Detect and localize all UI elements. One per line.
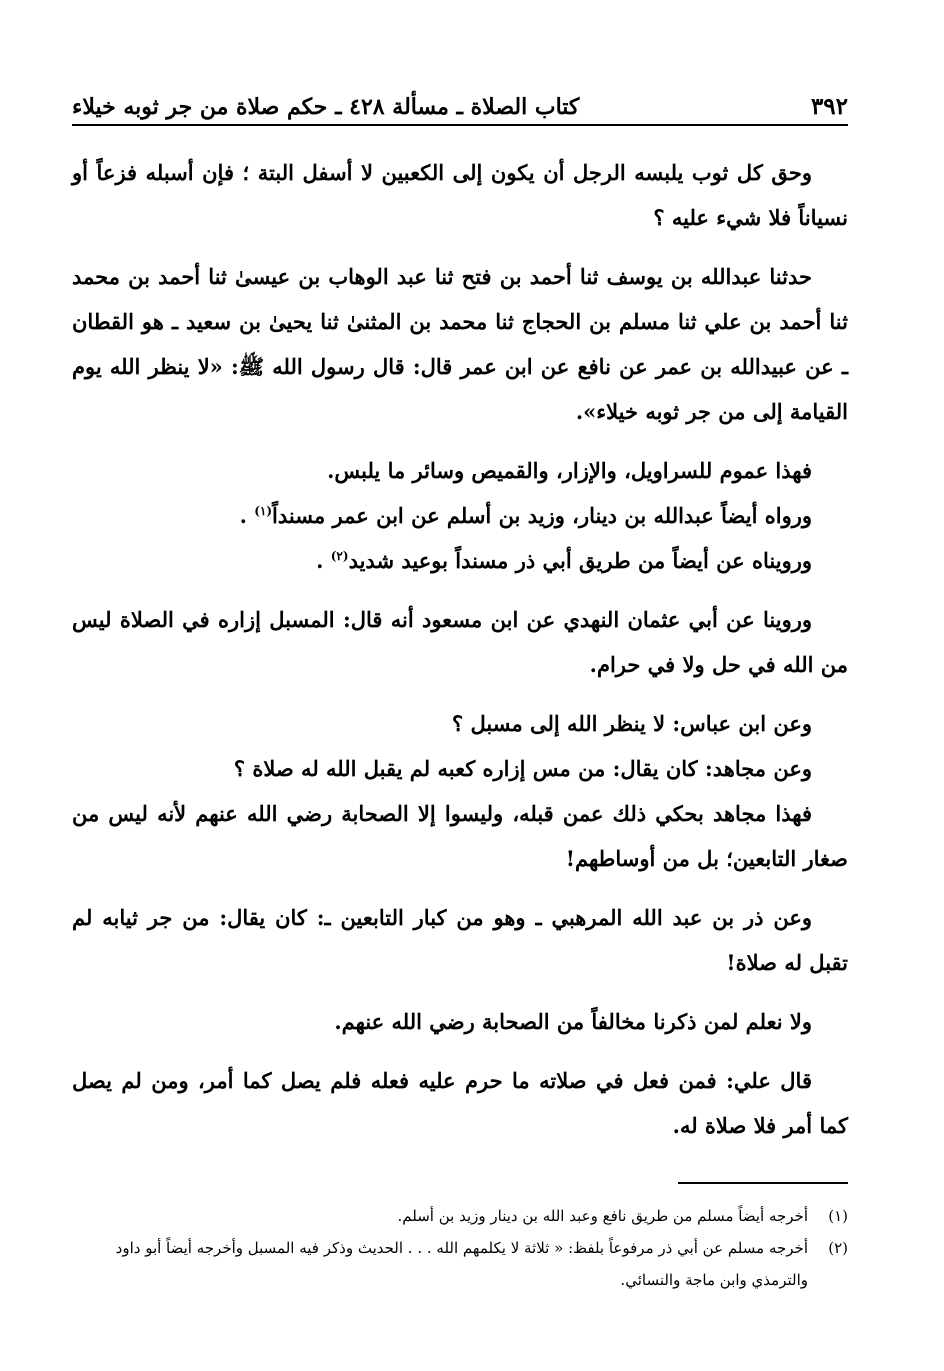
paragraph-1: وحق كل ثوب يلبسه الرجل أن يكون إلى الكعبين لا أسفل البتة ؛ فإن أسبله فزعاً أو نسياناً فلا شيء عليه ؟	[72, 160, 848, 230]
paragraph-4-text: ورواه أيضاً عبدالله بن دينار، وزيد بن أسلم عن ابن عمر مسنداً	[272, 503, 812, 528]
footnote-marker-2: (٢)	[330, 549, 349, 563]
running-title: كتاب الصلاة ـ مسألة ٤٢٨ ـ حكم صلاة من جر ثوبه خيلاء	[72, 94, 580, 120]
footnote-1	[72, 1200, 848, 1232]
paragraph-3: فهذا عموم للسراويل، والإزار، والقميص وسائر ما يلبس.	[327, 458, 812, 483]
paragraph-2: حدثنا عبدالله بن يوسف ثنا أحمد بن فتح ثنا عبد الوهاب بن عيسىٰ ثنا أحمد بن محمد ثنا أحمد بن علي ثنا مسلم بن الحجاج ثنا محمد بن المثنىٰ ثنا يحيىٰ بن سعيد ـ هو القطان ـ عن عبيدالله بن عمر عن نافع عن ابن عمر قال: قال رسول الله ﷺ: «لا ينظر الله يوم القيامة إلى من جر ثوبه خيلاء».	[72, 264, 848, 424]
paragraph-7: وعن ابن عباس: لا ينظر الله إلى مسبل ؟	[452, 711, 812, 736]
paragraph-10: وعن ذر بن عبد الله المرهبي ـ وهو من كبار التابعين ـ: كان يقال: من جر ثيابه لم تقبل له صلاة!	[72, 905, 848, 975]
footnote-2-text: أخرجه مسلم عن أبي ذر مرفوعاً بلفظ: « ثلاثة لا يكلمهم الله . . . الحديث وذكر فيه المسبل وأخرجه أيضاً أبو داود والترمذي وابن ماجة والنسائي.	[115, 1239, 808, 1289]
footnote-2-number: (٢)	[828, 1239, 848, 1257]
paragraph-5-text: ورويناه عن أيضاً من طريق أبي ذر مسنداً بوعيد شديد	[348, 548, 812, 573]
header-divider	[72, 124, 848, 126]
paragraph-6: وروينا عن أبي عثمان النهدي عن ابن مسعود أنه قال: المسبل إزاره في الصلاة ليس من الله في حل ولا في حرام.	[72, 607, 848, 677]
paragraph-5: ورويناه عن أيضاً من طريق أبي ذر مسنداً بوعيد شديد$^{(٢)}$ .	[316, 548, 812, 573]
paragraph-11: ولا نعلم لمن ذكرنا مخالفاً من الصحابة رضي الله عنهم.	[334, 1009, 812, 1034]
footnotes	[72, 1200, 848, 1296]
paragraph-12: قال علي: فمن فعل في صلاته ما حرم عليه فعله فلم يصل كما أمر، ومن لم يصل كما أمر فلا صلاة له.	[72, 1068, 848, 1138]
footnote-divider	[678, 1182, 848, 1184]
footnote-1-text: أخرجه أيضاً مسلم من طريق نافع وعبد الله بن دينار وزيد بن أسلم.	[397, 1207, 808, 1225]
paragraph-4: ورواه أيضاً عبدالله بن دينار، وزيد بن أسلم عن ابن عمر مسنداً$^{(١)}$ .	[239, 503, 812, 528]
paragraph-9: فهذا مجاهد بحكي ذلك عمن قبله، وليسوا إلا الصحابة رضي الله عنهم لأنه ليس من صغار التابعين؛ بل من أوساطهم!	[72, 801, 848, 871]
main-text	[72, 150, 848, 1162]
footnote-1-number: (١)	[828, 1207, 848, 1225]
footnote-2	[72, 1232, 848, 1296]
footnote-marker-1: (١)	[254, 504, 273, 518]
page-header	[72, 72, 848, 120]
page-number: ٣٩٢	[810, 93, 848, 120]
paragraph-8: وعن مجاهد: كان يقال: من مس إزاره كعبه لم يقبل الله له صلاة ؟	[233, 756, 812, 781]
